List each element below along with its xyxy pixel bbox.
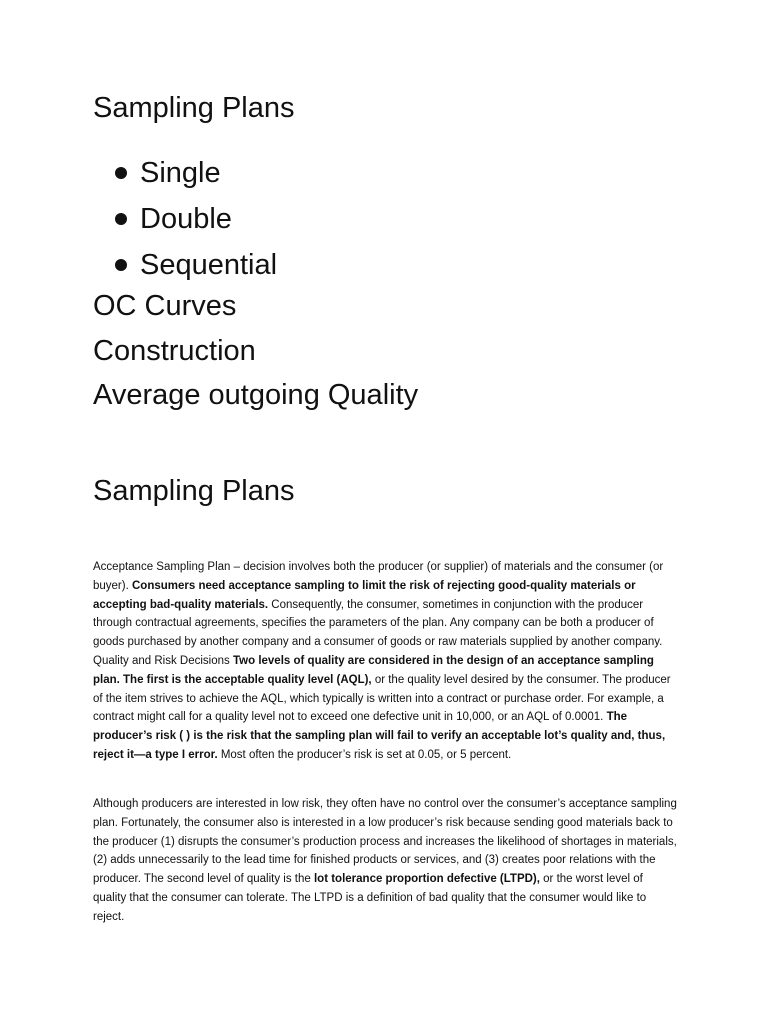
bold-text-run: Two levels of quality are considered in the design of an acceptance sampling plan. The first is the acceptable quality level (AQL), [93, 654, 654, 686]
sampling-plan-types-list [115, 150, 277, 288]
body-paragraph [93, 558, 678, 765]
topic-average-outgoing-quality: Average outgoing Quality [93, 379, 419, 411]
page-title: Sampling Plans [93, 92, 295, 124]
text-run: or the worst level of quality that the consumer can tolerate. The LTPD is a definition of bad quality that the consumer would like to reject. [93, 873, 647, 923]
list-item-label: Sequential [140, 249, 278, 281]
bullet-icon [115, 259, 127, 271]
text-run: Most often the producer’s risk is set at 0.05, or 5 percent. [217, 748, 512, 761]
list-item [115, 150, 277, 196]
topic-oc-curves: OC Curves [93, 290, 237, 322]
bold-text-run: Consumers need acceptance sampling to limit the risk of rejecting good-quality materials or accepting bad-quality materials. [93, 579, 636, 611]
topics-list [93, 284, 418, 418]
bullet-icon [115, 213, 127, 225]
text-run: Although producers are interested in low risk, they often have no control over the consumer’s acceptance sampling plan. Fortunately, the consumer also is interested in a low producer’s risk because sending good materials back to the producer (1) disrupts the consumer’s production process and increases the likelihood of shortages in materials, (2) adds unnecessarily to the lead time for finished products or services, and (3) creates poor relations with the producer. The second level of quality is the [93, 798, 677, 886]
text-run: Acceptance Sampling Plan – decision involves both the producer (or supplier) of materials and the consumer (or buyer). [93, 561, 664, 592]
section-heading: Sampling Plans [93, 475, 295, 507]
bullet-icon [115, 167, 127, 179]
text-run: or the quality level desired by the consumer. The producer of the item strives to achieve the AQL, which typically is written into a contract or purchase order. For example, a contract might call for a quality level not to exceed one defective unit in 10,000, or an AQL of 0.0001. [93, 673, 671, 724]
bold-text-run: lot tolerance proportion defective (LTPD), [313, 873, 540, 886]
list-item [115, 196, 277, 242]
body-paragraph [93, 795, 678, 927]
text-run: Consequently, the consumer, sometimes in conjunction with the producer through contractual agreements, specifies the parameters of the plan. Any company can be both a producer of goods purchased by another company and a consumer of goods or raw materials supplied by another company. Quality and Risk Decisions [93, 598, 663, 667]
list-item-label: Single [140, 157, 221, 189]
list-item [115, 242, 277, 288]
topic-construction: Construction [93, 334, 256, 367]
bold-text-run: The producer’s risk ( ) is the risk that the sampling plan will fail to verify an acceptable lot’s quality and, thus, reject it—a type I error. [93, 711, 666, 761]
list-item-label: Double [140, 203, 232, 235]
